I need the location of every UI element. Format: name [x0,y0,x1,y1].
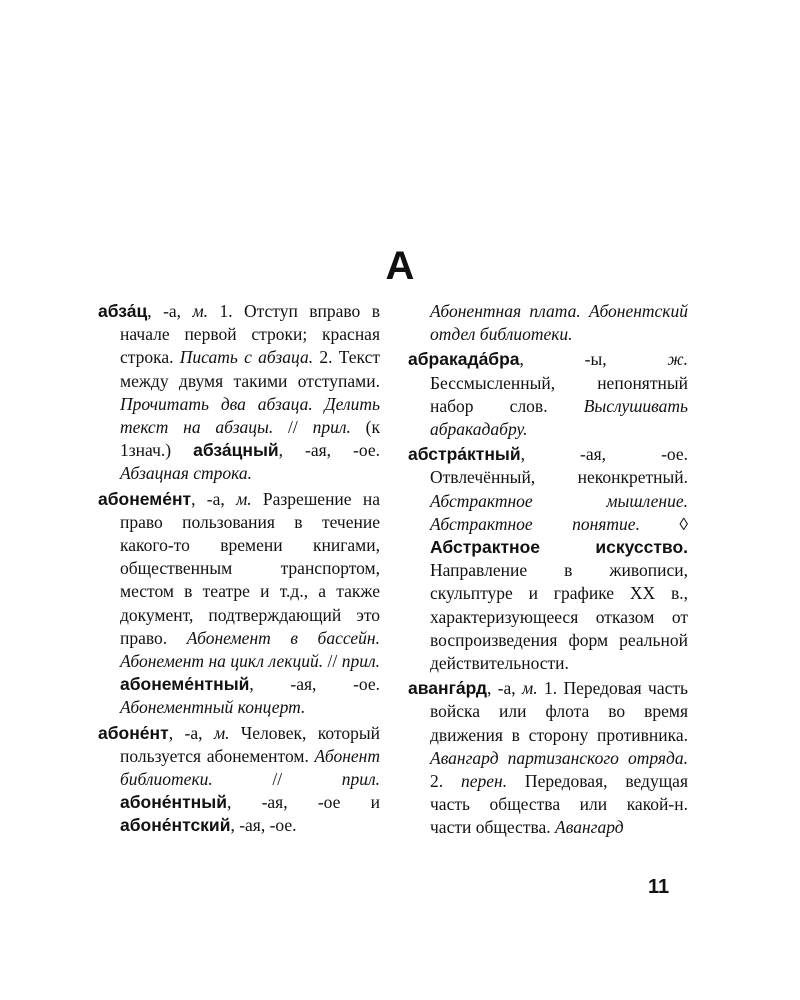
definition-text: Передовая, ведущая часть общества или какой-н. части общества. [430,771,688,838]
grammar-text: , -а, [168,722,214,743]
definition-text: 1. Передовая часть войска или флота во время движения в сторону противника. [430,678,688,745]
definition-text: Человек, который пользуется абонементом. [120,722,380,766]
usage-example: Авангард партизанского отряда. [430,747,688,768]
headword: абза́ц [98,301,148,321]
reference-text: (к 1знач.) [120,417,380,461]
subword: абоне́нтный [120,792,227,813]
usage-example: Абстрактное мышление. Абстрактное понятие. [430,490,688,534]
subword: абза́цный [193,440,279,461]
gender-label: м. [213,722,230,743]
grammar-text: , -ы, [519,349,668,370]
definition-text: , -ая, -ое. Отвлечённый, неконкретный. [430,444,688,488]
grammar-text: , -а, [191,488,237,509]
usage-example: Абонементный концерт. [120,697,306,718]
left-column [98,300,380,840]
separator-text: // [323,651,342,672]
definition-text: Разрешение на право пользования в течение какого-то времени книгами, общественным транспортом, местом в театре и т.д., а также документ, подтверждающий это право. [120,488,380,648]
subword: абонеме́нтный [120,674,250,695]
headword: абоне́нт [98,722,169,743]
entry-continuation: Абонентная плата. Абонентский отдел библиотеки. [430,301,688,345]
headword: абстра́ктный [408,444,521,465]
gender-label: ж. [667,349,688,370]
entry-abonent [98,722,380,838]
grammar-text: , -ая, -ое. [278,440,380,461]
separator-text: // [273,417,313,438]
usage-example: Выслушивать абракадабру. [430,395,688,440]
idiom-marker: ◊ [639,513,688,534]
sense-number: 2. [430,771,461,792]
part-of-speech-label: прил. [312,417,351,438]
definition-text: 2. Текст между двумя такими отступами. [120,347,380,391]
grammar-text: , -ая, -ое и [226,792,380,813]
gender-label: м. [192,301,209,321]
usage-example: Писать с абзаца. [179,347,314,368]
gender-label: м. [236,488,252,509]
subword: абоне́нтский [120,815,231,836]
page-number: 11 [648,876,670,898]
definition-text: Бессмысленный, непонятный набор слов. [430,372,688,416]
grammar-text: , -ая, -ое. [249,674,380,695]
definition-text: Направление в живописи, скульптуре и графике XX в., характеризующееся отказом от воспроизведения форм реальной действительности. [430,560,688,674]
entry-avangard [408,677,688,839]
headword: абракада́бра [408,349,520,370]
headword: абонеме́нт [98,488,192,509]
usage-example: Абонемент в бассейн. Абонемент на цикл лекций. [120,627,380,672]
usage-example: Абонент библиотеки. [120,745,380,790]
part-of-speech-label: прил. [341,651,380,672]
grammar-text: , -а, [147,301,193,321]
grammar-text: , -а, [486,678,523,699]
grammar-text: , -ая, -ое. [230,815,297,836]
gender-label: м. [522,678,538,699]
usage-example: Абзацная строка. [120,463,253,484]
entry-abrakadabra [408,348,688,441]
definition-text: 1. Отступ вправо в начале первой строки; красная строка. [120,301,380,368]
entry-abstraktny [408,443,688,675]
idiom-phrase: Абстрактное искусство. [430,537,688,558]
entry-abonement [98,488,380,720]
separator-text: // [212,769,342,790]
usage-example: Авангард [555,817,624,838]
usage-example: Прочитать два абзаца. Делить текст на абзацы. [120,393,380,438]
part-of-speech-label: прил. [341,769,380,790]
right-column [408,300,688,842]
section-letter-heading: А [385,244,415,288]
usage-label: перен. [460,771,508,792]
entry-abzats [98,300,380,486]
headword: аванга́рд [408,678,487,699]
